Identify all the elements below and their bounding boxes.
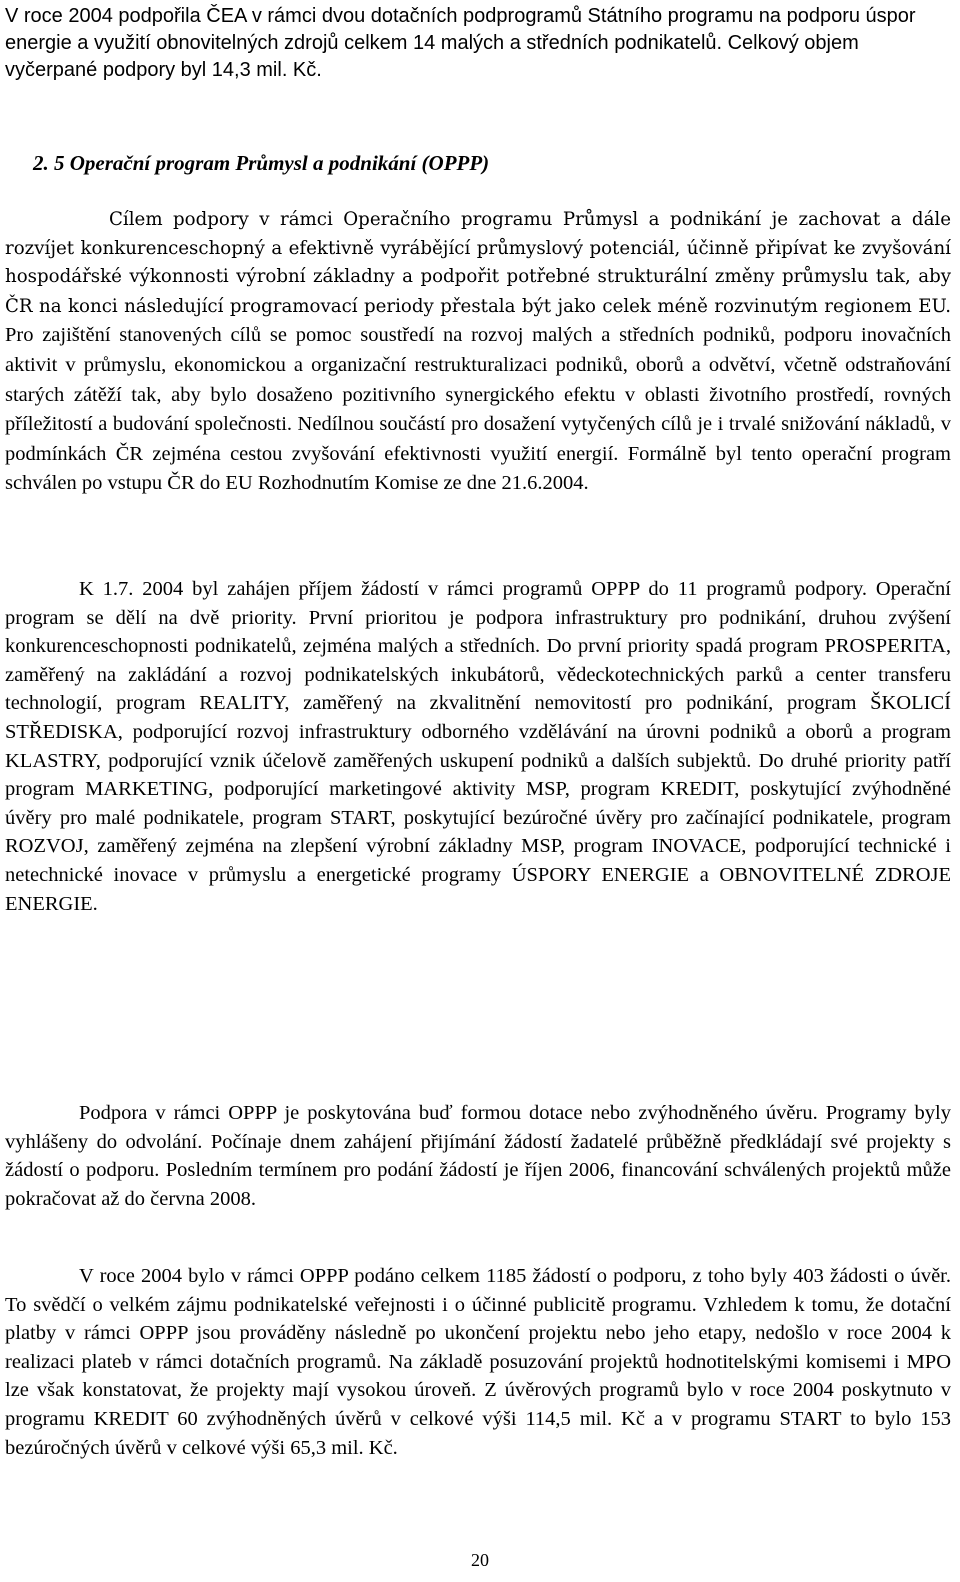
paragraph-oppp-programs-text: K 1.7. 2004 byl zahájen příjem žádostí v rámci programů OPPP do 11 programů podpory. Operační program se dělí na dvě priority. První prioritou je podpora infrastruktury pro podnikání, druhou zvýšení konkurenceschopnosti podnikatelů, zejména malých a středních. Do první priority spadá program PROSPERITA, zaměřený na zakládání a rozvoj podnikatelských inkubátorů, vědeckotechnických parků a center transferu technologií, program REALITY, zaměřený na zkvalitnění nemovitostí pro podnikání, program ŠKOLICÍ STŘEDISKA, podporující rozvoj infrastruktury odborného vzdělávání na úrovni podniků a oborů a program KLASTRY, podporující vznik účelově zaměřených uskupení podniků a dalších subjektů. Do druhé priority patří program MARKETING, podporující marketingové aktivity MSP, program KREDIT, poskytující zvýhodněné úvěry pro malé podnikatele, program START, poskytující bezúročné úvěry pro začínající podnikatele, program ROZVOJ, zaměřený zejména na zlepšení výrobní základny MSP, program INOVACE, podporující technické i netechnické inovace v průmyslu a energetické programy ÚSPORY ENERGIE a OBNOVITELNÉ ZDROJE ENERGIE. bbox=[5, 578, 951, 915]
section-heading: 2. 5 Operační program Průmysl a podnikání (OPPP) bbox=[33, 151, 490, 175]
intro-paragraph: V roce 2004 podpořila ČEA v rámci dvou dotačních podprogramů Státního programu na podporu úspor energie a využití obnovitelných zdrojů celkem 14 malých a středních podnikatelů. Celkový objem vyčerpané podpory byl 14,3 mil. Kč. bbox=[5, 5, 916, 81]
paragraph-oppp-support-form bbox=[5, 1099, 951, 1213]
paragraph-oppp-goals bbox=[5, 206, 951, 499]
paragraph-oppp-programs bbox=[5, 575, 951, 918]
page-number: 20 bbox=[471, 1550, 489, 1570]
paragraph-oppp-goals-part1: Cílem podpory v rámci Operačního programu Průmysl a podnikání je zachovat a dále rozvíjet konkurenceschopný a efektivně vyrábějící průmyslový potenciál, účinně připívat ke zvyšování hospodářské výkonnosti výrobní základny a podpořit potřebné strukturální změny průmyslu tak, aby ČR na konci následující programovací periody přestala být jako celek méně rozvinutým regionem EU. bbox=[5, 209, 951, 317]
paragraph-oppp-support-form-text: Podpora v rámci OPPP je poskytována buď formou dotace nebo zvýhodněného úvěru. Programy byly vyhlášeny do odvolání. Počínaje dnem zahájení přijímání žádostí žadatelé průběžně předkládají své projekty s žádostí o podporu. Posledním termínem pro podání žádostí je říjen 2006, financování schválených projektů může pokračovat až do června 2008. bbox=[5, 1102, 951, 1210]
paragraph-oppp-2004-results-text: V roce 2004 bylo v rámci OPPP podáno celkem 1185 žádostí o podporu, z toho byly 403 žádosti o úvěr. To svědčí o velkém zájmu podnikatelské veřejnosti i o účinné publicitě programu. Vzhledem k tomu, že dotační platby v rámci OPPP jsou prováděny následně po ukončení projektu nebo jeho etapy, nedošlo v roce 2004 k realizaci plateb v rámci dotačních programů. Na základě posuzování projektů hodnotitelskými komisemi i MPO lze však konstatovat, že projekty mají vysokou úroveň. Z úvěrových programů bylo v roce 2004 poskytnuto v programu KREDIT 60 zvýhodněných úvěrů v celkové výši 114,5 mil. Kč a v programu START to bylo 153 bezúročných úvěrů v celkové výši 65,3 mil. Kč. bbox=[5, 1265, 951, 1459]
paragraph-oppp-2004-results bbox=[5, 1262, 951, 1462]
paragraph-oppp-goals-part2: Pro zajištění stanovených cílů se pomoc soustředí na rozvoj malých a středních podniků, podporu inovačních aktivit v průmyslu, ekonomickou a organizační restrukturalizaci podniků, oborů a odvětví, včetně odstraňování starých zátěží tak, aby bylo dosaženo pozitivního synergického efektu v oblasti životního prostředí, rovných příležitostí a budování společnosti. Nedílnou součástí pro dosažení vytyčených cílů je i trvalé snižování nákladů, v podmínkách ČR zejména cestou zvyšování efektivnosti využití energií. Formálně byl tento operační program schválen po vstupu ČR do EU Rozhodnutím Komise ze dne 21.6.2004. bbox=[5, 324, 951, 495]
